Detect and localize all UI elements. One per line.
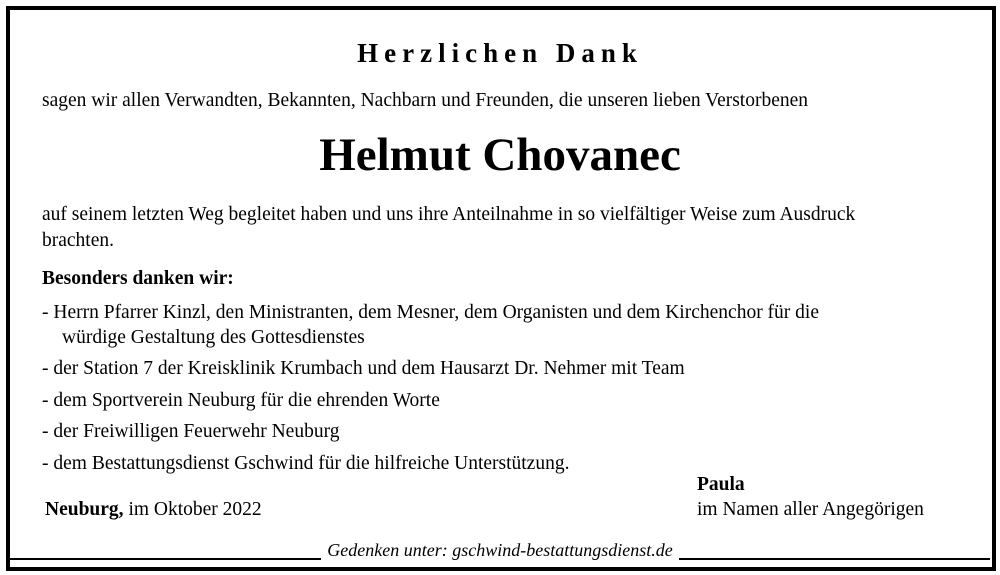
thanks-item: - Herrn Pfarrer Kinzl, den Ministranten, dem Mesner, dem Organisten und dem Kirchenchor für die [42, 302, 819, 323]
footer [10, 540, 990, 564]
body-text-line-1: auf seinem letzten Weg begleitet haben und uns ihre Anteilnahme in so vielfältiger Weise zum Ausdruck [42, 204, 856, 225]
thanks-item: - der Station 7 der Kreisklinik Krumbach und dem Hausarzt Dr. Nehmer mit Team [42, 358, 685, 379]
date: im Oktober 2022 [123, 499, 262, 520]
notice-heading: Herzlichen Dank [357, 38, 643, 68]
body-text-line-2: brachten. [42, 230, 115, 251]
thanks-item: - der Freiwilligen Feuerwehr Neuburg [42, 421, 340, 442]
thanks-item-continuation: würdige Gestaltung des Gottesdienstes [62, 327, 365, 348]
thanks-item: - dem Bestattungsdienst Gschwind für die hilfreiche Unterstützung. [42, 453, 570, 474]
intro-text: sagen wir allen Verwandten, Bekannten, Nachbarn und Freunden, die unseren lieben Verstorbenen [42, 90, 809, 111]
signer-note: im Namen aller Angegörigen [697, 499, 924, 520]
thanks-item: - dem Sportverein Neuburg für die ehrenden Worte [42, 390, 440, 411]
place: Neuburg, [45, 499, 124, 520]
footer-memorial-link[interactable]: Gedenken unter: gschwind-bestattungsdienst.de [321, 540, 678, 560]
deceased-name: Helmut Chovanec [319, 129, 681, 181]
place-date [45, 499, 262, 521]
signer-name: Paula [697, 474, 745, 495]
thanks-heading: Besonders danken wir: [42, 268, 234, 289]
